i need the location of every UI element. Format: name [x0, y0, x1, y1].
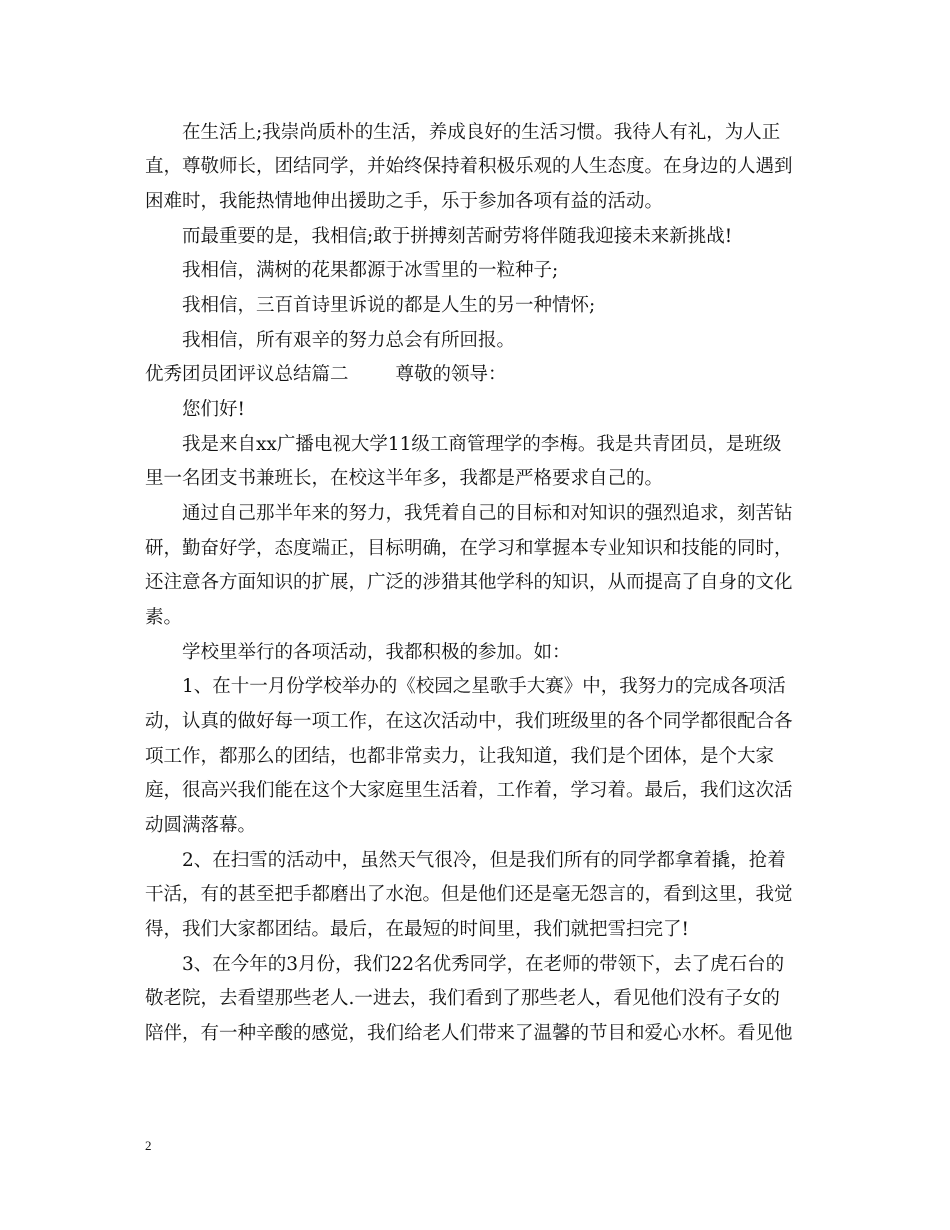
paragraph-line: 通过自己那半年来的努力，我凭着自己的目标和对知识的强烈追求，刻苦钻 [182, 503, 793, 524]
paragraph-line: 1、在十一月份学校举办的《校园之星歌手大赛》中，我努力的完成各项活 [182, 676, 786, 697]
paragraph-line: 还注意各方面知识的扩展，广泛的涉猎其他学科的知识，从而提高了自身的文化 [145, 572, 793, 593]
paragraph-line: 敬老院，去看望那些老人.一进去，我们看到了那些老人，看见他们没有子女的 [145, 988, 780, 1009]
paragraph-line: 研，勤奋好学，态度端正，目标明确，在学习和掌握本专业知识和技能的同时， [145, 538, 793, 559]
paragraph-line: 直，尊敬师长，团结同学，并始终保持着积极乐观的人生态度。在身边的人遇到 [145, 156, 793, 177]
paragraph-line: 项工作，都那么的团结，也都非常卖力，让我知道，我们是个团体，是个大家 [145, 746, 775, 767]
paragraph-line: 动，认真的做好每一项工作，在这次活动中，我们班级里的各个同学都很配合各 [145, 711, 793, 732]
paragraph-line: 素。 [145, 607, 183, 628]
greeting-line: 您们好! [182, 399, 245, 420]
paragraph-line: 而最重要的是，我相信;敢于拼搏刻苦耐劳将伴随我迎接未来新挑战! [182, 226, 733, 247]
paragraph-line: 陪伴，有一种辛酸的感觉，我们给老人们带来了温馨的节目和爱心水杯。看见他 [145, 1023, 793, 1044]
section-heading: 优秀团员团评议总结篇二 尊敬的领导： [145, 364, 507, 385]
paragraph-line: 我相信，满树的花果都源于冰雪里的一粒种子; [182, 260, 559, 281]
paragraph-line: 我相信，三百首诗里诉说的都是人生的另一种情怀; [182, 295, 596, 316]
paragraph-line: 2、在扫雪的活动中，虽然天气很冷，但是我们所有的同学都拿着撬，抢着 [182, 850, 786, 871]
paragraph-line: 动圆满落幕。 [145, 815, 257, 836]
paragraph-line: 干活，有的甚至把手都磨出了水泡。但是他们还是毫无怨言的，看到这里，我觉 [145, 884, 793, 905]
paragraph-line: 学校里举行的各项活动，我都积极的参加。如： [182, 642, 571, 663]
paragraph-line: 我相信，所有艰辛的努力总会有所回报。 [182, 330, 516, 351]
paragraph-line: 庭，很高兴我们能在这个大家庭里生活着，工作着，学习着。最后，我们这次活 [145, 780, 793, 801]
page-number: 2 [145, 1138, 152, 1153]
paragraph-line: 在生活上;我崇尚质朴的生活，养成良好的生活习惯。我待人有礼，为人正 [182, 122, 781, 143]
paragraph-line: 里一名团支书兼班长，在校这半年多，我都是严格要求自己的。 [145, 468, 664, 489]
paragraph-line: 困难时，我能热情地伸出援助之手，乐于参加各项有益的活动。 [145, 191, 664, 212]
paragraph-line: 我是来自xx广播电视大学11级工商管理学的李梅。我是共青团员，是班级 [182, 434, 782, 455]
paragraph-line: 3、在今年的3月份，我们22名优秀同学，在老师的带领下，去了虎石台的 [182, 954, 785, 975]
paragraph-line: 得，我们大家都团结。最后，在最短的时间里，我们就把雪扫完了! [145, 919, 689, 940]
